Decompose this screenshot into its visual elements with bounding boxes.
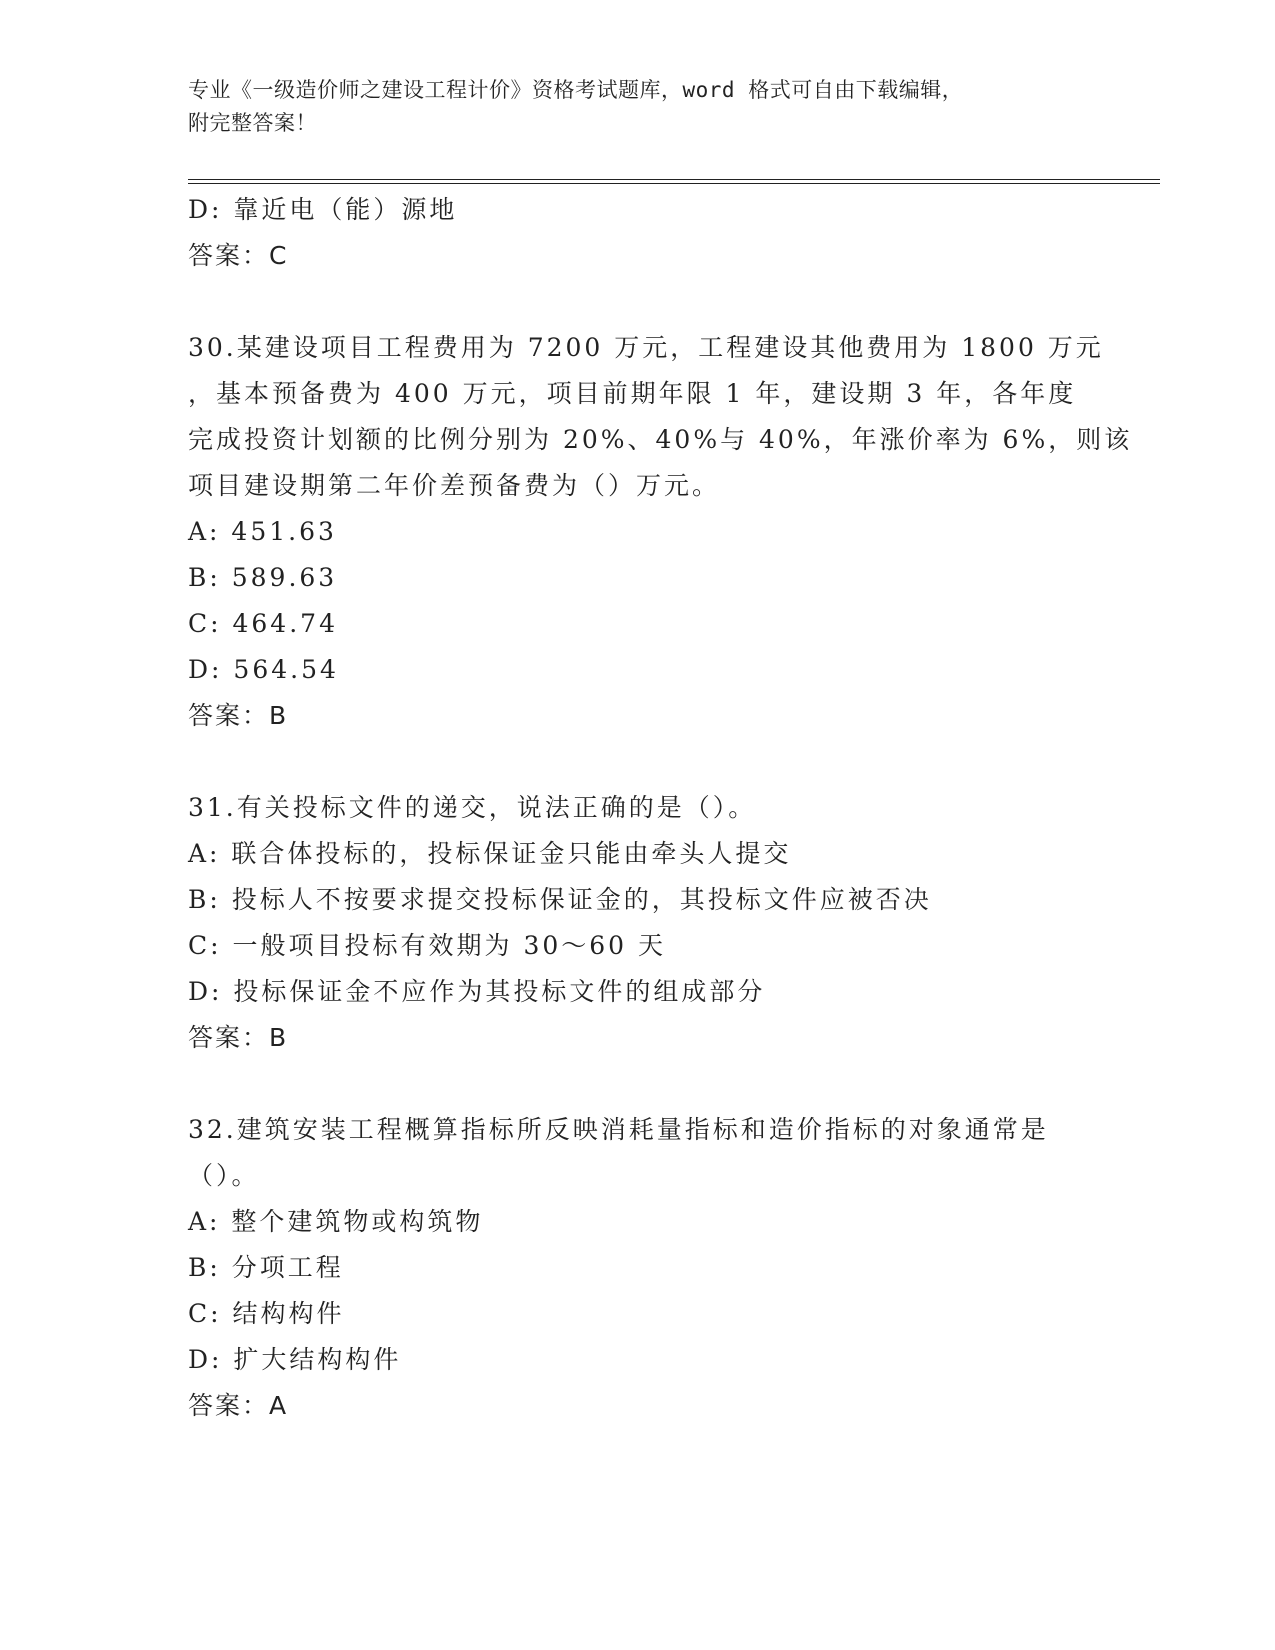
option-c: C: 一般项目投标有效期为 30～60 天 — [188, 931, 667, 960]
question-text-line: 31.有关投标文件的递交，说法正确的是（）。 — [188, 793, 757, 822]
answer-line: 答案：B — [188, 1023, 289, 1052]
question-text-line: （）。 — [188, 1161, 260, 1190]
answer-line: 答案：C — [188, 241, 289, 270]
option-d: D: 靠近电（能）源地 — [188, 195, 458, 224]
option-d: D: 投标保证金不应作为其投标文件的组成部分 — [188, 977, 766, 1006]
spacer — [188, 279, 1088, 325]
option-c: C: 464.74 — [188, 609, 338, 638]
option-b: B: 投标人不按要求提交投标保证金的，其投标文件应被否决 — [188, 885, 932, 914]
option-c: C: 结构构件 — [188, 1299, 345, 1328]
option-a: A: 451.63 — [188, 517, 337, 546]
question-30 — [188, 325, 1133, 739]
question-31 — [188, 785, 1088, 1061]
answer-line: 答案：B — [188, 701, 289, 730]
page-header — [188, 74, 1068, 140]
option-d: D: 564.54 — [188, 655, 339, 684]
question-text-line: 完成投资计划额的比例分别为 20%、40%与 40%，年涨价率为 6%，则该 — [188, 425, 1133, 454]
option-b: B: 分项工程 — [188, 1253, 344, 1282]
option-d: D: 扩大结构构件 — [188, 1345, 402, 1374]
option-a: A: 联合体投标的，投标保证金只能由牵头人提交 — [188, 839, 792, 868]
option-b: B: 589.63 — [188, 563, 338, 592]
question-32 — [188, 1107, 1088, 1429]
header-divider-bottom — [188, 183, 1160, 184]
spacer — [188, 739, 1088, 785]
question-text-line: 项目建设期第二年价差预备费为（）万元。 — [188, 471, 721, 500]
document-body — [188, 187, 1133, 1429]
header-line-2: 附完整答案！ — [188, 111, 317, 135]
question-text-line: 32.建筑安装工程概算指标所反映消耗量指标和造价指标的对象通常是 — [188, 1115, 1049, 1144]
answer-line: 答案：A — [188, 1391, 289, 1420]
spacer — [188, 1061, 1088, 1107]
option-a: A: 整个建筑物或构筑物 — [188, 1207, 484, 1236]
question-text-line: ，基本预备费为 400 万元，项目前期年限 1 年，建设期 3 年，各年度 — [188, 379, 1077, 408]
header-divider-top — [188, 179, 1160, 180]
question-text-line: 30.某建设项目工程费用为 7200 万元，工程建设其他费用为 1800 万元 — [188, 333, 1104, 362]
question-29-tail — [188, 187, 1088, 279]
header-line-1: 专业《一级造价师之建设工程计价》资格考试题库，word 格式可自由下载编辑， — [188, 78, 964, 102]
